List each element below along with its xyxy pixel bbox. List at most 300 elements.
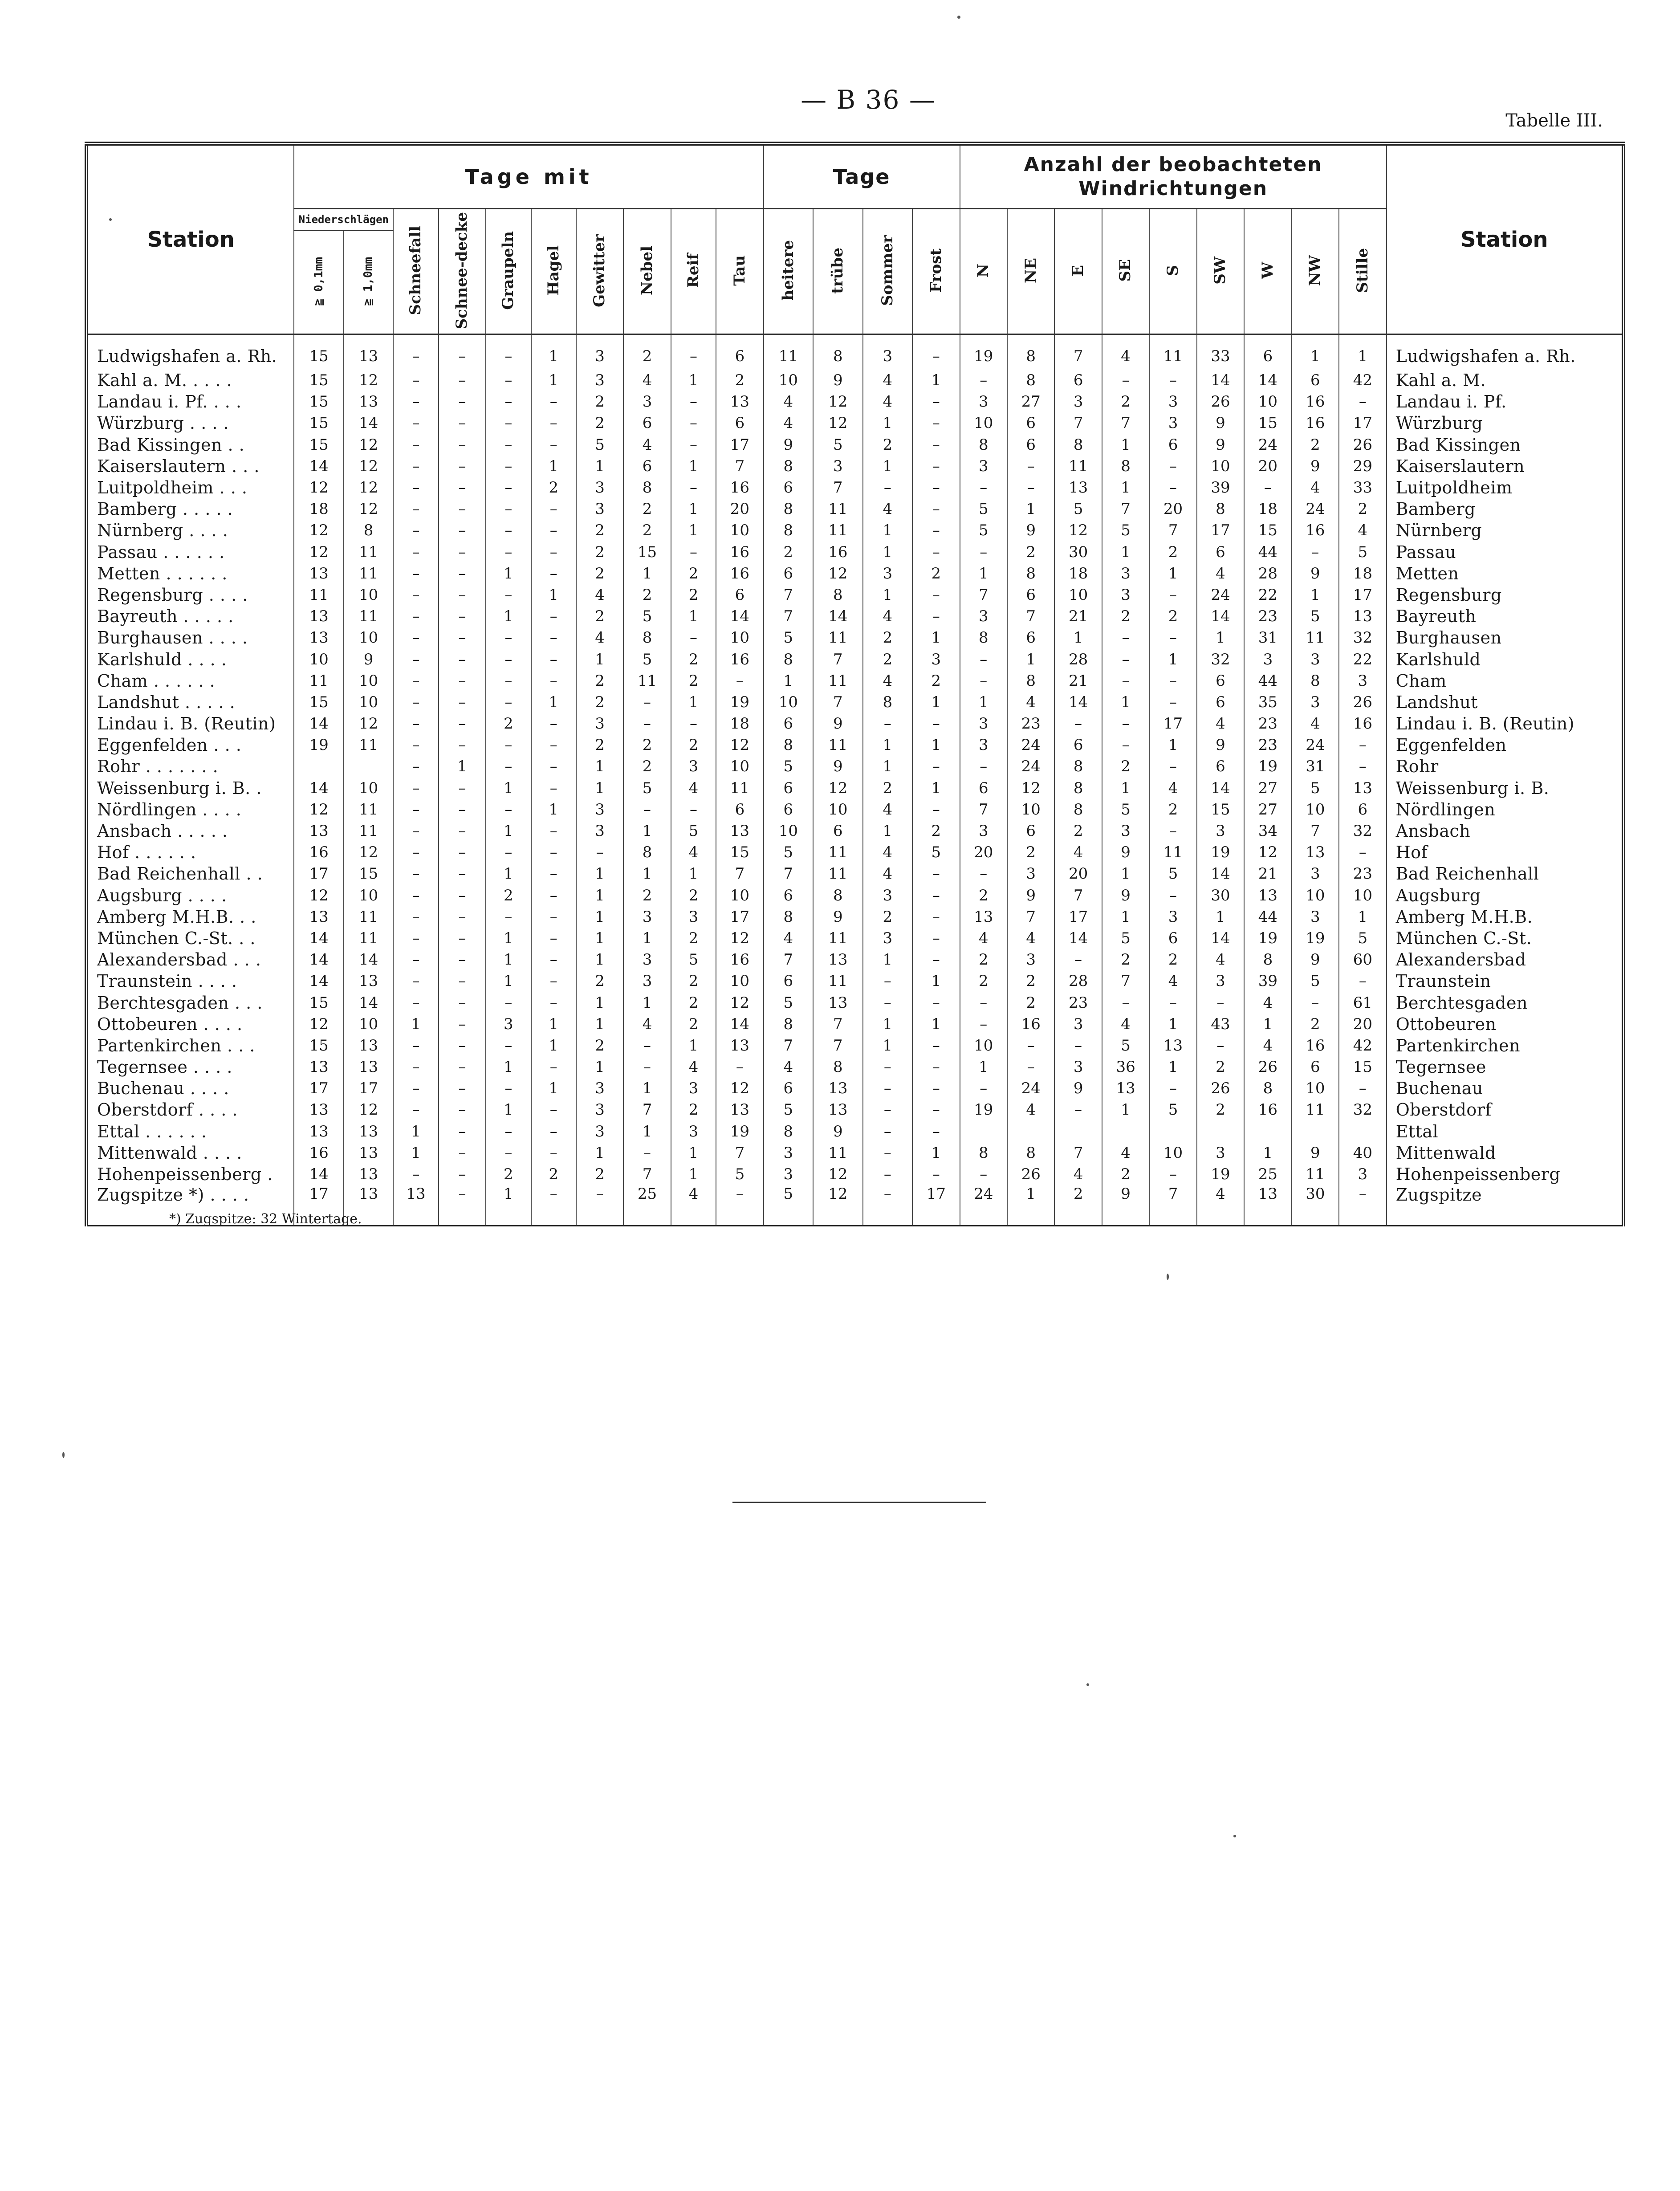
col-header-n: N: [960, 209, 1007, 334]
cell-schneedecke: –: [439, 542, 486, 563]
cell-n: –: [960, 648, 1007, 670]
cell-schneedecke: –: [439, 477, 486, 498]
cell-schneefall: –: [393, 863, 438, 884]
cell-gewitter: 3: [576, 370, 623, 391]
cell-graupeln: 1: [486, 1099, 531, 1120]
cell-schneedecke: –: [439, 1035, 486, 1056]
cell-graupeln: 1: [486, 949, 531, 970]
cell-nw: 2: [1292, 434, 1339, 456]
station-header-right: Station: [1387, 144, 1623, 334]
cell-nw: 5: [1292, 778, 1339, 799]
cell-schneefall: –: [393, 370, 438, 391]
cell-nw: 10: [1292, 1078, 1339, 1099]
station-name-right: Augsburg: [1387, 885, 1623, 906]
cell-frost: 3: [912, 648, 960, 670]
cell-n01: 15: [294, 1035, 344, 1056]
cell-n10: 13: [344, 1185, 394, 1226]
cell-frost: –: [912, 885, 960, 906]
table-row: [86, 928, 1623, 949]
cell-n10: 13: [344, 1142, 394, 1164]
cell-n01: 15: [294, 692, 344, 713]
cell-ne: 12: [1007, 778, 1054, 799]
cell-s: 1: [1149, 648, 1196, 670]
cell-nebel: 2: [623, 498, 671, 520]
table-row: [86, 820, 1623, 842]
cell-graupeln: –: [486, 906, 531, 928]
cell-stille: 60: [1339, 949, 1387, 970]
cell-reif: 1: [671, 863, 716, 884]
cell-sommer: 2: [863, 434, 913, 456]
station-name-left: Hof . . . . . .: [86, 842, 294, 863]
station-name-right: Oberstdorf: [1387, 1099, 1623, 1120]
cell-n: 10: [960, 412, 1007, 434]
cell-frost: –: [912, 520, 960, 541]
cell-truebe: 9: [813, 1121, 863, 1142]
cell-hagel: –: [531, 412, 576, 434]
cell-sw: 9: [1197, 734, 1244, 756]
cell-n01: 12: [294, 542, 344, 563]
cell-gewitter: 3: [576, 1078, 623, 1099]
cell-sommer: 1: [863, 756, 913, 777]
cell-hagel: –: [531, 756, 576, 777]
cell-sommer: –: [863, 1185, 913, 1226]
cell-se: 9: [1102, 1185, 1149, 1226]
cell-n01: 15: [294, 370, 344, 391]
col-header-nebel: Nebel: [623, 209, 671, 334]
station-name-left: Zugspitze *) . . . .: [86, 1185, 294, 1226]
cell-e: 10: [1054, 584, 1102, 606]
cell-gewitter: 2: [576, 391, 623, 412]
cell-stille: 20: [1339, 1014, 1387, 1035]
cell-hagel: –: [531, 820, 576, 842]
cell-e: 3: [1054, 391, 1102, 412]
cell-tau: 12: [716, 1078, 763, 1099]
cell-hagel: –: [531, 627, 576, 648]
cell-gewitter: 1: [576, 456, 623, 477]
cell-e: 9: [1054, 1078, 1102, 1099]
cell-gewitter: 1: [576, 885, 623, 906]
cell-heitere: 6: [764, 1078, 814, 1099]
station-name-left: Karlshuld . . . .: [86, 648, 294, 670]
cell-n10: 13: [344, 1121, 394, 1142]
cell-w: 28: [1244, 563, 1291, 584]
cell-n10: 12: [344, 713, 394, 734]
cell-sw: 32: [1197, 648, 1244, 670]
cell-se: 2: [1102, 949, 1149, 970]
table-row: [86, 498, 1623, 520]
cell-heitere: 5: [764, 842, 814, 863]
cell-stille: 33: [1339, 477, 1387, 498]
cell-gewitter: 1: [576, 992, 623, 1013]
page-speck: [957, 16, 960, 19]
cell-e: –: [1054, 713, 1102, 734]
cell-schneefall: –: [393, 627, 438, 648]
cell-gewitter: 3: [576, 498, 623, 520]
cell-e: 23: [1054, 992, 1102, 1013]
cell-schneefall: –: [393, 842, 438, 863]
cell-sw: 3: [1197, 970, 1244, 992]
cell-stille: 18: [1339, 563, 1387, 584]
cell-nebel: –: [623, 1035, 671, 1056]
cell-nw: [1292, 1121, 1339, 1142]
cell-schneedecke: –: [439, 391, 486, 412]
cell-stille: 23: [1339, 863, 1387, 884]
cell-gewitter: 2: [576, 542, 623, 563]
cell-reif: 1: [671, 520, 716, 541]
cell-n10: 10: [344, 670, 394, 692]
cell-n01: 12: [294, 520, 344, 541]
cell-n01: 14: [294, 970, 344, 992]
cell-n: –: [960, 670, 1007, 692]
cell-se: 1: [1102, 542, 1149, 563]
cell-sommer: 2: [863, 778, 913, 799]
cell-heitere: 6: [764, 970, 814, 992]
cell-frost: –: [912, 1099, 960, 1120]
cell-sw: –: [1197, 992, 1244, 1013]
cell-truebe: 12: [813, 778, 863, 799]
cell-e: 7: [1054, 1142, 1102, 1164]
cell-schneefall: –: [393, 1056, 438, 1078]
cell-nw: 5: [1292, 970, 1339, 992]
cell-schneefall: –: [393, 1035, 438, 1056]
cell-ne: 10: [1007, 799, 1054, 820]
cell-w: 20: [1244, 456, 1291, 477]
cell-nebel: 1: [623, 563, 671, 584]
cell-sommer: 3: [863, 563, 913, 584]
footnote: *) Zugspitze: 32 Wintertage.: [169, 1211, 362, 1227]
cell-graupeln: –: [486, 1035, 531, 1056]
cell-se: 36: [1102, 1056, 1149, 1078]
cell-se: 3: [1102, 584, 1149, 606]
table-row: [86, 1121, 1623, 1142]
table-row: [86, 627, 1623, 648]
cell-nebel: 8: [623, 842, 671, 863]
cell-sommer: 1: [863, 542, 913, 563]
cell-frost: 1: [912, 1014, 960, 1035]
cell-n01: 15: [294, 992, 344, 1013]
cell-schneefall: –: [393, 477, 438, 498]
cell-sommer: –: [863, 1078, 913, 1099]
cell-sommer: 4: [863, 606, 913, 627]
cell-gewitter: 5: [576, 434, 623, 456]
cell-n10: 13: [344, 391, 394, 412]
cell-stille: 13: [1339, 606, 1387, 627]
cell-ne: –: [1007, 477, 1054, 498]
cell-e: –: [1054, 1035, 1102, 1056]
cell-truebe: 11: [813, 627, 863, 648]
cell-frost: –: [912, 334, 960, 370]
cell-schneedecke: –: [439, 412, 486, 434]
cell-sommer: 2: [863, 648, 913, 670]
cell-e: 28: [1054, 648, 1102, 670]
cell-tau: 16: [716, 563, 763, 584]
cell-s: 4: [1149, 970, 1196, 992]
cell-heitere: 5: [764, 992, 814, 1013]
cell-hagel: –: [531, 992, 576, 1013]
cell-e: 8: [1054, 778, 1102, 799]
cell-truebe: 9: [813, 756, 863, 777]
cell-reif: 1: [671, 1164, 716, 1185]
cell-stille: –: [1339, 734, 1387, 756]
cell-graupeln: 1: [486, 820, 531, 842]
station-name-left: Berchtesgaden . . .: [86, 992, 294, 1013]
cell-n01: 13: [294, 820, 344, 842]
cell-frost: 1: [912, 692, 960, 713]
cell-nw: 9: [1292, 456, 1339, 477]
cell-sw: 8: [1197, 498, 1244, 520]
cell-graupeln: –: [486, 842, 531, 863]
cell-n10: 12: [344, 434, 394, 456]
cell-n01: 19: [294, 734, 344, 756]
cell-s: 7: [1149, 1185, 1196, 1226]
cell-tau: 14: [716, 606, 763, 627]
cell-sommer: 1: [863, 520, 913, 541]
page-speck: [62, 1452, 65, 1458]
cell-reif: 1: [671, 370, 716, 391]
cell-heitere: 8: [764, 1121, 814, 1142]
cell-hagel: 1: [531, 1035, 576, 1056]
station-name-left: Rohr . . . . . . .: [86, 756, 294, 777]
station-name-left: Ettal . . . . . .: [86, 1121, 294, 1142]
cell-se: 4: [1102, 1142, 1149, 1164]
cell-se: 3: [1102, 820, 1149, 842]
cell-sw: 26: [1197, 1078, 1244, 1099]
cell-sw: 1: [1197, 906, 1244, 928]
cell-n10: 11: [344, 906, 394, 928]
table-row: [86, 949, 1623, 970]
cell-heitere: 8: [764, 648, 814, 670]
cell-tau: 13: [716, 1035, 763, 1056]
cell-schneefall: –: [393, 563, 438, 584]
cell-schneefall: –: [393, 970, 438, 992]
cell-heitere: 9: [764, 434, 814, 456]
cell-schneedecke: –: [439, 648, 486, 670]
cell-schneedecke: –: [439, 1142, 486, 1164]
cell-graupeln: –: [486, 670, 531, 692]
cell-s: 10: [1149, 1142, 1196, 1164]
cell-nebel: 3: [623, 970, 671, 992]
station-name-left: Metten . . . . . .: [86, 563, 294, 584]
cell-tau: 2: [716, 370, 763, 391]
cell-n: 4: [960, 928, 1007, 949]
cell-n01: 14: [294, 928, 344, 949]
cell-tau: 15: [716, 842, 763, 863]
cell-schneedecke: –: [439, 520, 486, 541]
cell-n10: 13: [344, 970, 394, 992]
cell-se: 8: [1102, 456, 1149, 477]
table-row: [86, 434, 1623, 456]
cell-reif: 4: [671, 1056, 716, 1078]
cell-n: –: [960, 1164, 1007, 1185]
cell-reif: 2: [671, 670, 716, 692]
cell-n10: 14: [344, 412, 394, 434]
cell-schneefall: –: [393, 906, 438, 928]
cell-nebel: 3: [623, 949, 671, 970]
cell-heitere: 7: [764, 1035, 814, 1056]
cell-ne: 16: [1007, 1014, 1054, 1035]
cell-n10: 10: [344, 692, 394, 713]
cell-truebe: 10: [813, 799, 863, 820]
cell-n: –: [960, 756, 1007, 777]
cell-frost: –: [912, 906, 960, 928]
cell-s: 1: [1149, 1056, 1196, 1078]
cell-nebel: –: [623, 1056, 671, 1078]
cell-nebel: 2: [623, 885, 671, 906]
cell-graupeln: –: [486, 799, 531, 820]
cell-hagel: –: [531, 1056, 576, 1078]
cell-sommer: –: [863, 1142, 913, 1164]
cell-n01: 11: [294, 670, 344, 692]
cell-frost: 2: [912, 820, 960, 842]
cell-nebel: 2: [623, 334, 671, 370]
station-name-left: Mittenwald . . . .: [86, 1142, 294, 1164]
cell-truebe: 7: [813, 648, 863, 670]
cell-truebe: 7: [813, 477, 863, 498]
cell-nebel: –: [623, 713, 671, 734]
cell-frost: 5: [912, 842, 960, 863]
cell-nebel: 2: [623, 520, 671, 541]
cell-frost: –: [912, 799, 960, 820]
cell-ne: 24: [1007, 1078, 1054, 1099]
station-name-left: Kaiserslautern . . .: [86, 456, 294, 477]
col-header-niederschlag-10: ≧ 1,0mm: [344, 231, 394, 334]
cell-gewitter: 2: [576, 1164, 623, 1185]
cell-gewitter: 2: [576, 692, 623, 713]
cell-nw: 11: [1292, 1099, 1339, 1120]
cell-schneefall: –: [393, 885, 438, 906]
cell-tau: 5: [716, 1164, 763, 1185]
cell-frost: –: [912, 456, 960, 477]
cell-tau: 10: [716, 627, 763, 648]
cell-nebel: 15: [623, 542, 671, 563]
station-name-left: Bamberg . . . . .: [86, 498, 294, 520]
cell-nw: 11: [1292, 627, 1339, 648]
cell-n: [960, 1121, 1007, 1142]
cell-nw: 11: [1292, 1164, 1339, 1185]
cell-nebel: 6: [623, 412, 671, 434]
cell-truebe: 13: [813, 1078, 863, 1099]
cell-s: 1: [1149, 1014, 1196, 1035]
cell-e: 2: [1054, 820, 1102, 842]
cell-s: –: [1149, 627, 1196, 648]
table-row: [86, 863, 1623, 884]
cell-nebel: 1: [623, 1078, 671, 1099]
cell-nw: 9: [1292, 949, 1339, 970]
cell-w: 13: [1244, 1185, 1291, 1226]
cell-sommer: 3: [863, 334, 913, 370]
cell-nebel: 25: [623, 1185, 671, 1226]
cell-schneefall: –: [393, 1078, 438, 1099]
station-name-left: Cham . . . . . .: [86, 670, 294, 692]
cell-heitere: 6: [764, 799, 814, 820]
cell-se: –: [1102, 734, 1149, 756]
cell-e: 11: [1054, 456, 1102, 477]
cell-sommer: 1: [863, 456, 913, 477]
cell-sommer: 4: [863, 863, 913, 884]
cell-graupeln: 2: [486, 885, 531, 906]
cell-e: 1: [1054, 627, 1102, 648]
cell-s: 11: [1149, 842, 1196, 863]
cell-sw: 43: [1197, 1014, 1244, 1035]
cell-nw: 16: [1292, 412, 1339, 434]
cell-truebe: 3: [813, 456, 863, 477]
page-header: — B 36 —: [801, 85, 936, 115]
cell-hagel: –: [531, 391, 576, 412]
cell-n01: 17: [294, 863, 344, 884]
cell-n01: 15: [294, 434, 344, 456]
cell-sommer: 2: [863, 627, 913, 648]
cell-schneedecke: –: [439, 885, 486, 906]
cell-heitere: 4: [764, 412, 814, 434]
cell-schneedecke: 1: [439, 756, 486, 777]
col-header-se: SE: [1102, 209, 1149, 334]
cell-graupeln: 2: [486, 1164, 531, 1185]
cell-gewitter: 1: [576, 756, 623, 777]
station-name-left: Weissenburg i. B. .: [86, 778, 294, 799]
cell-sommer: 4: [863, 370, 913, 391]
cell-n10: 10: [344, 778, 394, 799]
cell-nw: 8: [1292, 670, 1339, 692]
table-row: [86, 1078, 1623, 1099]
cell-hagel: 1: [531, 456, 576, 477]
cell-schneedecke: –: [439, 563, 486, 584]
col-header-ne: NE: [1007, 209, 1054, 334]
cell-heitere: 6: [764, 477, 814, 498]
col-header-w: W: [1244, 209, 1291, 334]
cell-reif: –: [671, 627, 716, 648]
station-name-left: München C.-St. . .: [86, 928, 294, 949]
cell-n10: 13: [344, 1056, 394, 1078]
cell-e: 6: [1054, 734, 1102, 756]
cell-gewitter: 3: [576, 799, 623, 820]
cell-heitere: 5: [764, 756, 814, 777]
cell-stille: –: [1339, 842, 1387, 863]
cell-schneefall: 13: [393, 1185, 438, 1226]
cell-tau: 19: [716, 692, 763, 713]
station-header-left: Station: [86, 144, 294, 334]
col-header-e: E: [1054, 209, 1102, 334]
cell-frost: –: [912, 391, 960, 412]
cell-ne: –: [1007, 456, 1054, 477]
cell-tau: –: [716, 1056, 763, 1078]
cell-sommer: 1: [863, 820, 913, 842]
col-header-sommer: Sommer: [863, 209, 913, 334]
cell-schneefall: –: [393, 606, 438, 627]
cell-stille: 3: [1339, 670, 1387, 692]
cell-n01: 13: [294, 627, 344, 648]
cell-gewitter: 1: [576, 1142, 623, 1164]
cell-n10: 11: [344, 820, 394, 842]
cell-w: 31: [1244, 627, 1291, 648]
cell-e: 7: [1054, 885, 1102, 906]
cell-nebel: 5: [623, 778, 671, 799]
col-header-s: S: [1149, 209, 1196, 334]
cell-truebe: 13: [813, 992, 863, 1013]
cell-w: 44: [1244, 906, 1291, 928]
cell-nw: 3: [1292, 863, 1339, 884]
cell-n10: 14: [344, 992, 394, 1013]
cell-stille: 1: [1339, 334, 1387, 370]
cell-n10: 8: [344, 520, 394, 541]
cell-se: 7: [1102, 498, 1149, 520]
cell-n10: 12: [344, 1099, 394, 1120]
cell-frost: –: [912, 584, 960, 606]
cell-w: 8: [1244, 949, 1291, 970]
cell-stille: 10: [1339, 885, 1387, 906]
cell-sw: 2: [1197, 1056, 1244, 1078]
cell-sw: 6: [1197, 756, 1244, 777]
cell-s: 2: [1149, 606, 1196, 627]
